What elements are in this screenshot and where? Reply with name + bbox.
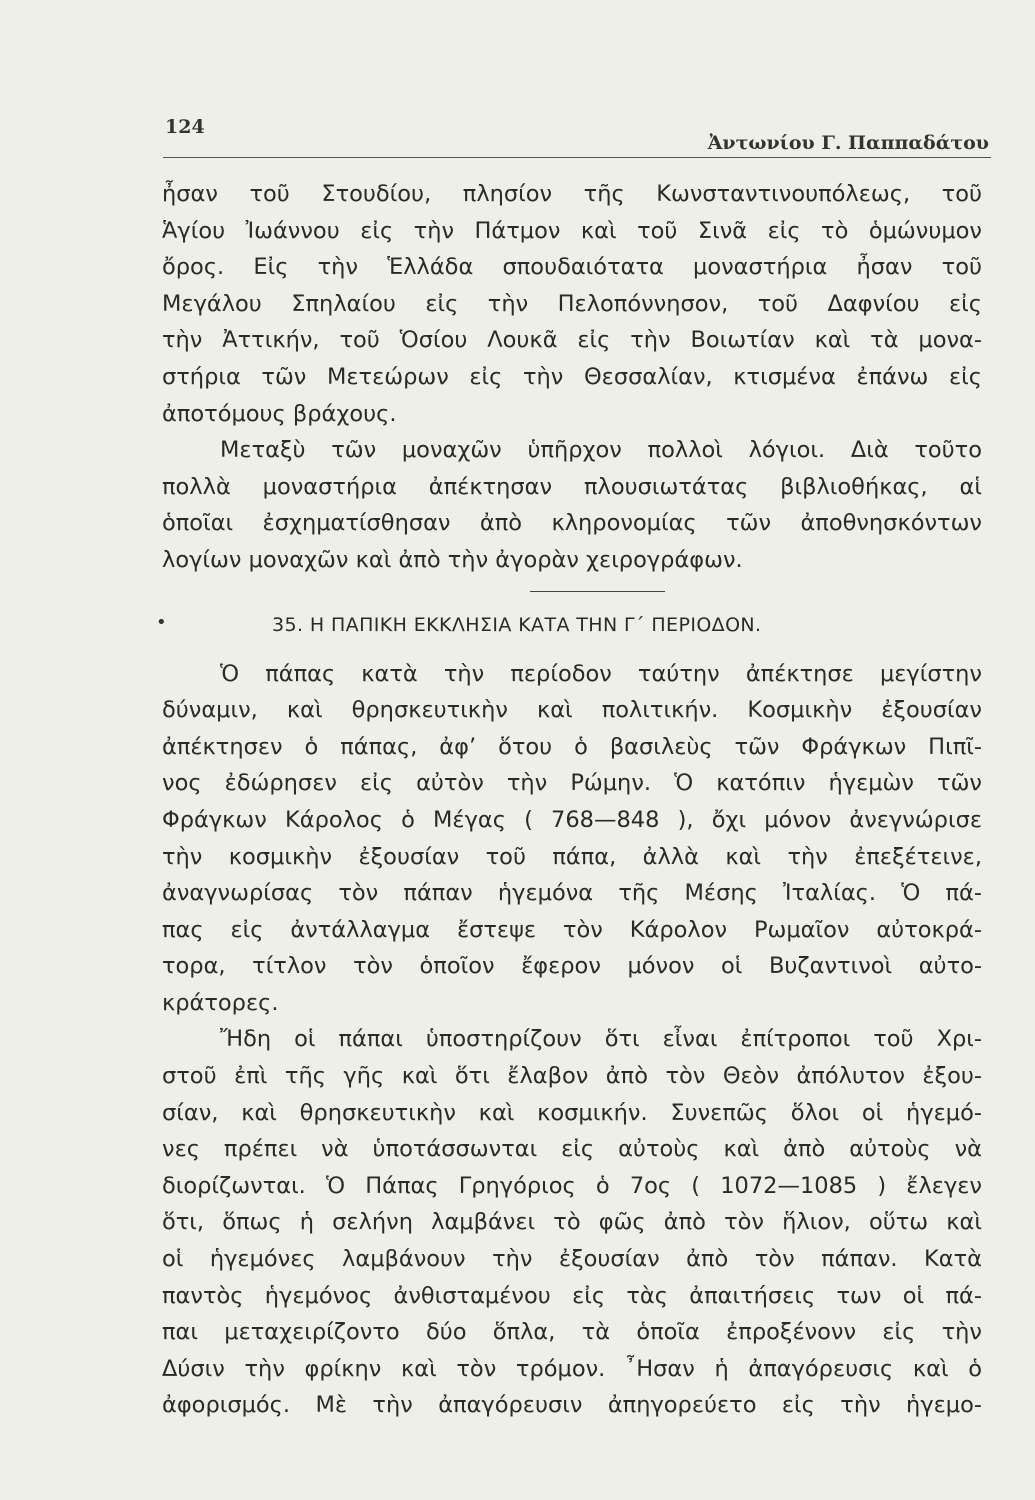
text-line: διορίζωνται. Ὁ Πάπας Γρηγόριος ὁ 7ος ( 1072—1085 ) ἔλεγεν [162,1172,982,1199]
text-line: ἀπέκτησεν ὁ πάπας, ἀφ’ ὅτου ὁ βασιλεὺς τῶν Φράγκων Πιπῖ- [162,733,982,760]
text-line: ἀναγνωρίσας τὸν πάπαν ἡγεμόνα τῆς Μέσης Ἰταλίας. Ὁ πά- [162,880,982,907]
text-line: τὴν Ἀττικήν, τοῦ Ὁσίου Λουκᾶ εἰς τὴν Βοιωτίαν καὶ τὰ μονα- [162,327,982,354]
text-line: παι μεταχειρίζοντο δύο ὅπλα, τὰ ὁποῖα ἐπροξένονν εἰς τὴν [162,1319,982,1346]
text-line: σίαν, καὶ θρησκευτικὴν καὶ κοσμικήν. Συνεπῶς ὅλοι οἱ ἡγεμό- [162,1099,982,1126]
text-line: ὁποῖαι ἐσχηματίσθησαν ἀπὸ κληρονομίας τῶν ἀποθνησκόντων [162,510,982,537]
paragraph-3 [162,656,982,1022]
text-line: ἀφορισμός. Μὲ τὴν ἀπαγόρευσιν ἀπηγορεύετο εἰς τὴν ἡγεμο- [162,1392,982,1419]
text-line: στοῦ ἐπὶ τῆς γῆς καὶ ὅτι ἔλαβον ἀπὸ τὸν Θεὸν ἀπόλυτον ἐξου- [162,1063,982,1090]
text-line: Μεγάλου Σπηλαίου εἰς τὴν Πελοπόννησον, τοῦ Δαφνίου εἰς [162,290,982,317]
text-line: πολλὰ μοναστήρια ἀπέκτησαν πλουσιωτάτας βιβλιοθήκας, αἱ [162,473,982,500]
text-line: Δύσιν τὴν φρίκην καὶ τὸν τρόμον. ῏Ησαν ἡ ἀπαγόρευσις καὶ ὁ [162,1355,982,1382]
text-line: ὄρος. Εἰς τὴν Ἑλλάδα σπουδαιότατα μοναστήρια ἦσαν τοῦ [162,254,982,281]
text-line: λογίων μοναχῶν καὶ ἀπὸ τὴν ἀγορὰν χειρογράφων. [162,546,743,573]
text-line: νος ἐδώρησεν εἰς αὐτὸν τὴν Ρώμην. Ὁ κατόπιν ἡγεμὼν τῶν [162,770,982,797]
text-line: δύναμιν, καὶ θρησκευτικὴν καὶ πολιτικήν. Κοσμικὴν ἐξουσίαν [162,697,982,724]
section-heading-row [156,610,982,650]
text-line: Ἁγίου Ἰωάννου εἰς τὴν Πάτμον καὶ τοῦ Σινᾶ εἰς τὸ ὁμώνυμον [162,217,982,244]
body-text [156,176,982,1424]
page-number: 124 [165,116,205,138]
text-line: Ἤδη οἱ πάπαι ὑποστηρίζουν ὅτι εἶναι ἐπίτροποι τοῦ Χρι- [220,1026,982,1053]
text-line: Φράγκων Κάρολος ὁ Μέγας ( 768—848 ), ὄχι μόνον ἀνεγνώρισε [162,806,982,833]
bullet-mark: • [156,611,167,633]
text-line: κράτορες. [162,989,279,1016]
paragraph-4 [162,1021,982,1424]
text-line: πας εἰς ἀντάλλαγμα ἔστεψε τὸν Κάρολον Ρωμαῖον αὐτοκρά- [162,916,982,943]
section-separator [530,591,665,592]
text-line: νες πρέπει νὰ ὑποτάσσωνται εἰς αὐτοὺς καὶ ἀπὸ αὐτοὺς νὰ [162,1136,982,1163]
text-line: στήρια τῶν Μετεώρων εἰς τὴν Θεσσαλίαν, κτισμένα ἐπάνω εἰς [162,363,982,390]
running-title: Ἀντωνίου Γ. Παππαδάτου [707,132,989,154]
text-line: τορα, τίτλον τὸν ὁποῖον ἔφερον μόνον οἱ Βυζαντινοὶ αὐτο- [162,953,982,980]
text-line: ἀποτόμους βράχους. [162,400,397,427]
text-line: ἦσαν τοῦ Στουδίου, πλησίον τῆς Κωνσταντινουπόλεως, τοῦ [162,181,982,207]
header-rule [163,157,991,158]
text-line: τὴν κοσμικὴν ἐξουσίαν τοῦ πάπα, ἀλλὰ καὶ τὴν ἐπεξέτεινε, [162,843,982,870]
text-line: Μεταξὺ τῶν μοναχῶν ὑπῆρχον πολλοὶ λόγιοι. Διὰ τοῦτο [220,437,982,464]
text-line: παντὸς ἡγεμόνος ἀνθισταμένου εἰς τὰς ἀπαιτήσεις των οἱ πά- [162,1282,982,1309]
paragraph-1 [162,176,982,432]
text-line: οἱ ἡγεμόνες λαμβάνουν τὴν ἐξουσίαν ἀπὸ τὸν πάπαν. Κατὰ [162,1246,982,1273]
text-line: ὅτι, ὅπως ἡ σελήνη λαμβάνει τὸ φῶς ἀπὸ τὸν ἥλιον, οὕτω καὶ [162,1209,982,1236]
section-heading: 35. Η ΠΑΠΙΚΗ ΕΚΚΛΗΣΙΑ ΚΑΤΑ ΤΗΝ Γ΄ ΠΕΡΙΟΔΟΝ. [272,613,762,636]
text-line: Ὁ πάπας κατὰ τὴν περίοδον ταύτην ἀπέκτησε μεγίστην [220,660,982,687]
paragraph-2 [162,432,982,578]
